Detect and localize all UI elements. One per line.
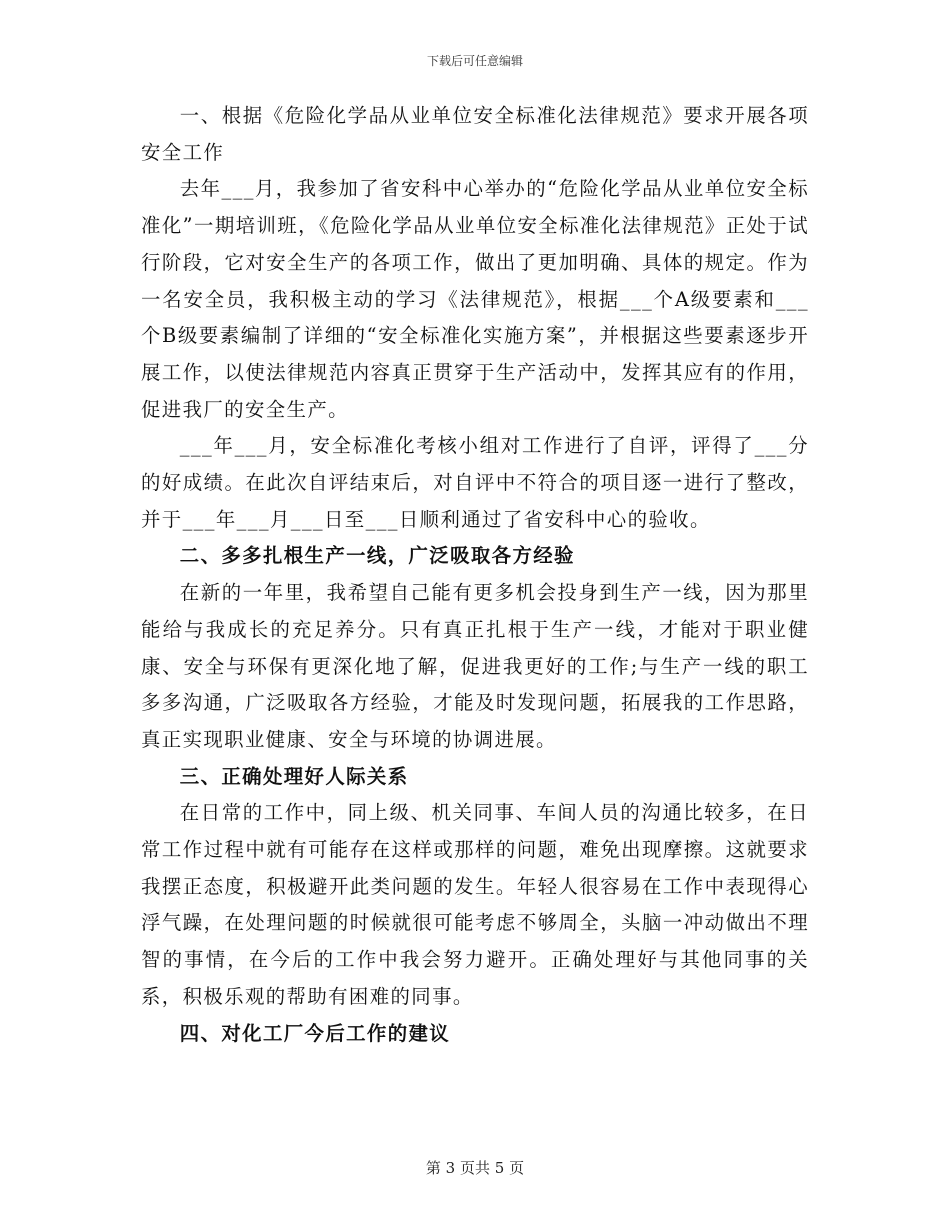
body-paragraph: 去年___月，我参加了省安科中心举办的“危险化学品从业单位安全标准化”一期培训班，《危险化学品从业单位安全标准化法律规范》正处于试行阶段，它对安全生产的各项工作，做出了更加明确、具体的规定。作为一名安全员，我积极主动的学习《法律规范》，根据___个A级要素和___个B级要素编制了详细的“安全标准化实施方案”，并根据这些要素逐步开展工作，以使法律规范内容真正贯穿于生产活动中，发挥其应有的作用，促进我厂的安全生产。 (141, 177, 809, 421)
document-body (141, 98, 809, 1052)
page-header: 下载后可任意编辑 (426, 54, 523, 68)
page-footer: 第 3 页共 5 页 (425, 1159, 525, 1177)
section-heading-3: 三、正确处理好人际关系 (179, 764, 409, 788)
section-heading-2: 二、多多扎根生产一线，广泛吸取各方经验 (179, 544, 575, 568)
section-heading-4: 四、对化工厂今后工作的建议 (179, 1021, 451, 1045)
section-heading-1: 一、根据《危险化学品从业单位安全标准化法律规范》要求开展各项安全工作 (141, 104, 809, 164)
body-paragraph: 在新的一年里，我希望自己能有更多机会投身到生产一线，因为那里能给与我成长的充足养分。只有真正扎根于生产一线，才能对于职业健康、安全与环保有更深化地了解，促进我更好的工作;与生产一线的职工多多沟通，广泛吸取各方经验，才能及时发现问题，拓展我的工作思路，真正实现职业健康、安全与环境的协调进展。 (141, 581, 809, 751)
body-paragraph: ___年___月，安全标准化考核小组对工作进行了自评，评得了___分的好成绩。在此次自评结束后，对自评中不符合的项目逐一进行了整改，并于___年___月___日至___日顺利通过了省安科中心的验收。 (141, 434, 809, 531)
body-paragraph: 在日常的工作中，同上级、机关同事、车间人员的沟通比较多，在日常工作过程中就有可能存在这样或那样的问题，难免出现摩擦。这就要求我摆正态度，积极避开此类问题的发生。年轻人很容易在工作中表现得心浮气躁，在处理问题的时候就很可能考虑不够周全，头脑一冲动做出不理智的事情，在今后的工作中我会努力避开。正确处理好与其他同事的关系，积极乐观的帮助有困难的同事。 (141, 801, 809, 1008)
